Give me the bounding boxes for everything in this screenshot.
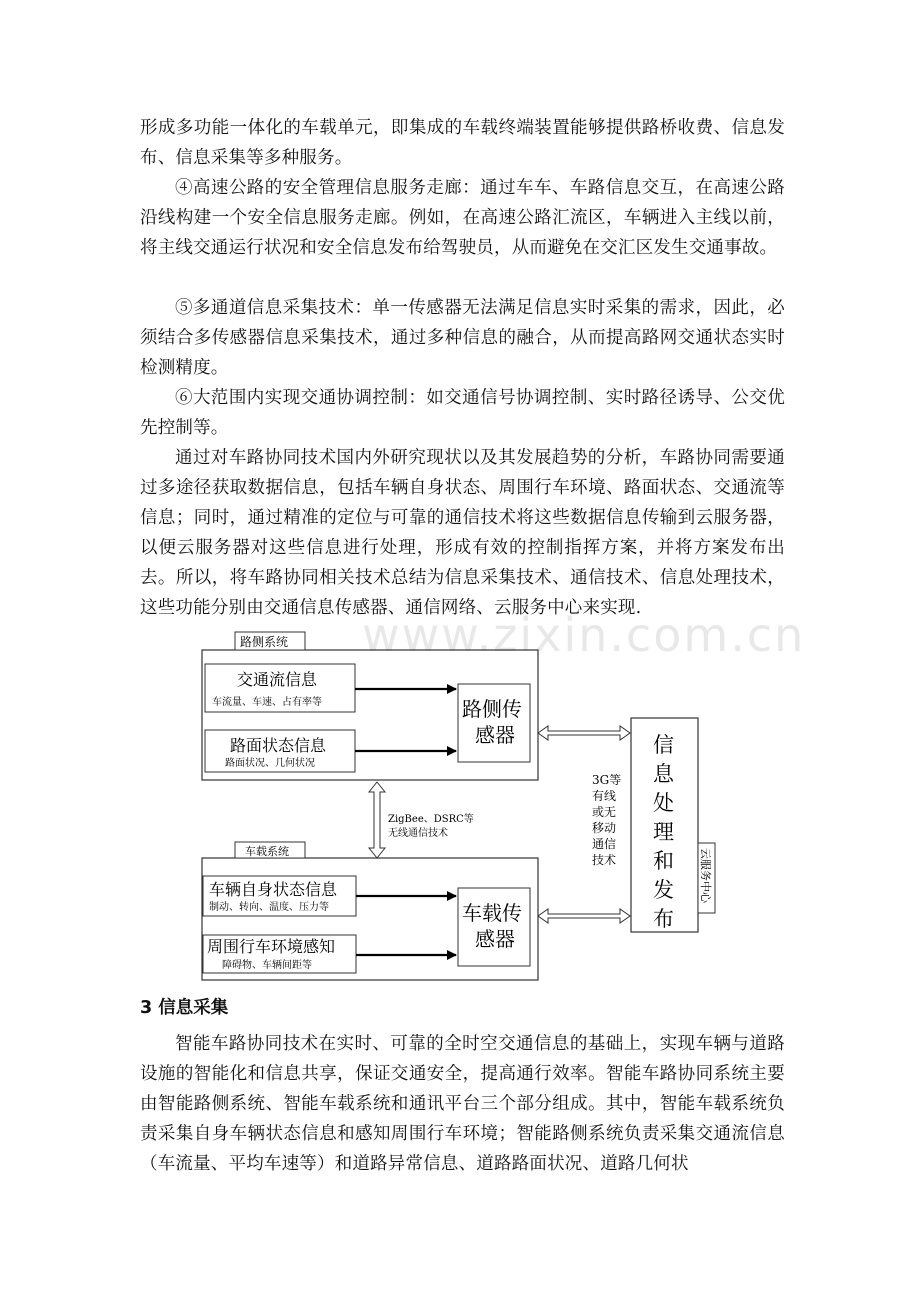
vehicle-state-sub: 制动、转向、温度、压力等 bbox=[209, 902, 329, 913]
paragraph-3: ⑤多通道信息采集技术：单一传感器无法满足信息实时采集的需求，因此，必须结合多传感器信息采集技术，通过多种信息的融合，从而提高路网交通状态实时检测精度。 bbox=[140, 298, 785, 378]
environment-sub: 障碍物、车辆间距等 bbox=[222, 960, 312, 971]
section-heading: 3 信息采集 bbox=[140, 998, 229, 1018]
paragraph-2: ④高速公路的安全管理信息服务走廊：通过车车、车路信息交互，在高速公路沿线构建一个安全信息服务走廊。例如，在高速公路汇流区，车辆进入主线以前，将主线交通运行状况和安全信息发布给驾驶员，从而避免在交汇区发生交通事故。 bbox=[140, 178, 785, 258]
traffic-flow-title: 交通流信息 bbox=[237, 670, 318, 689]
roadside-sensor-line1: 路侧传 bbox=[462, 697, 522, 721]
center-char-5: 和 bbox=[653, 849, 674, 873]
section-paragraph: 智能车路协同技术在实时、可靠的全时空交通信息的基础上，实现车辆与道路设施的智能化和信息共享，保证交通安全，提高通行效率。智能车路协同系统主要由智能路侧系统、智能车载系统和通讯平台三个部分组成。其中，智能车载系统负责采集自身车辆状态信息和感知周围行车环境；智能路侧系统负责采集交通流信息（车流量、平均车速等）和道路异常信息、道路路面状况、道路几何状 bbox=[140, 1034, 785, 1174]
paragraph-4: ⑥大范围内实现交通协调控制：如交通信号协调控制、实时路径诱导、公交优先控制等。 bbox=[140, 388, 785, 438]
center-char-7: 布 bbox=[653, 907, 674, 931]
vehicle-system-label: 车载系统 bbox=[245, 845, 289, 858]
roadside-sensor-line2: 感器 bbox=[475, 723, 515, 747]
vehicle-sensor-line1: 车载传 bbox=[462, 901, 522, 925]
center-char-6: 发 bbox=[653, 878, 674, 902]
paragraph-5: 通过对车路协同技术国内外研究现状以及其发展趋势的分析，车路协同需要通过多途径获取数据信息，包括车辆自身状态、周围行车环境、路面状态、交通流等信息；同时，通过精准的定位与可靠的通信技术将这些数据信息传输到云服务器，以便云服务器对这些信息进行处理，形成有效的控制指挥方案，并将方案发布出去。所以，将车路协同相关技术总结为信息采集技术、通信技术、信息处理技术，这些功能分别由交通信息传感器、通信网络、云服务中心来实现. bbox=[140, 448, 785, 618]
center-char-1: 信 bbox=[653, 733, 674, 757]
wireless-label-1: ZigBee、DSRC等 bbox=[388, 814, 474, 825]
road-state-title: 路面状态信息 bbox=[230, 736, 327, 755]
vertical-double-arrow-icon bbox=[369, 782, 385, 858]
comm-line-5: 通信 bbox=[592, 837, 617, 851]
road-state-sub: 路面状况、几何状况 bbox=[225, 758, 315, 769]
roadside-system-label: 路侧系统 bbox=[240, 635, 289, 649]
paragraph-1: 形成多功能一体化的车载单元，即集成的车载终端装置能够提供路桥收费、信息发布、信息采集等多种服务。 bbox=[140, 118, 785, 168]
cloud-label: 云服务中心 bbox=[699, 848, 712, 903]
center-char-2: 息 bbox=[653, 762, 674, 786]
vehicle-state-title: 车辆自身状态信息 bbox=[209, 880, 338, 899]
comm-line-6: 技术 bbox=[592, 853, 617, 867]
traffic-flow-sub: 车流量、车速、占有率等 bbox=[212, 697, 322, 708]
watermark: www.zixin.com.cn bbox=[362, 608, 806, 662]
double-arrow-vehicle-icon bbox=[538, 909, 630, 923]
comm-line-2: 有线 bbox=[592, 789, 617, 803]
vehicle-sensor-line2: 感器 bbox=[475, 927, 515, 951]
comm-line-4: 移动 bbox=[592, 821, 617, 835]
comm-tech-label bbox=[592, 773, 621, 867]
wireless-label-2: 无线通信技术 bbox=[388, 828, 448, 839]
double-arrow-roadside-icon bbox=[538, 726, 630, 740]
comm-line-1: 3G等 bbox=[592, 773, 622, 787]
center-char-3: 处 bbox=[653, 791, 674, 815]
center-char-4: 理 bbox=[653, 820, 674, 844]
comm-line-3: 或无 bbox=[592, 805, 617, 819]
environment-title: 周围行车环境感知 bbox=[207, 937, 336, 956]
info-center-text bbox=[653, 733, 675, 931]
